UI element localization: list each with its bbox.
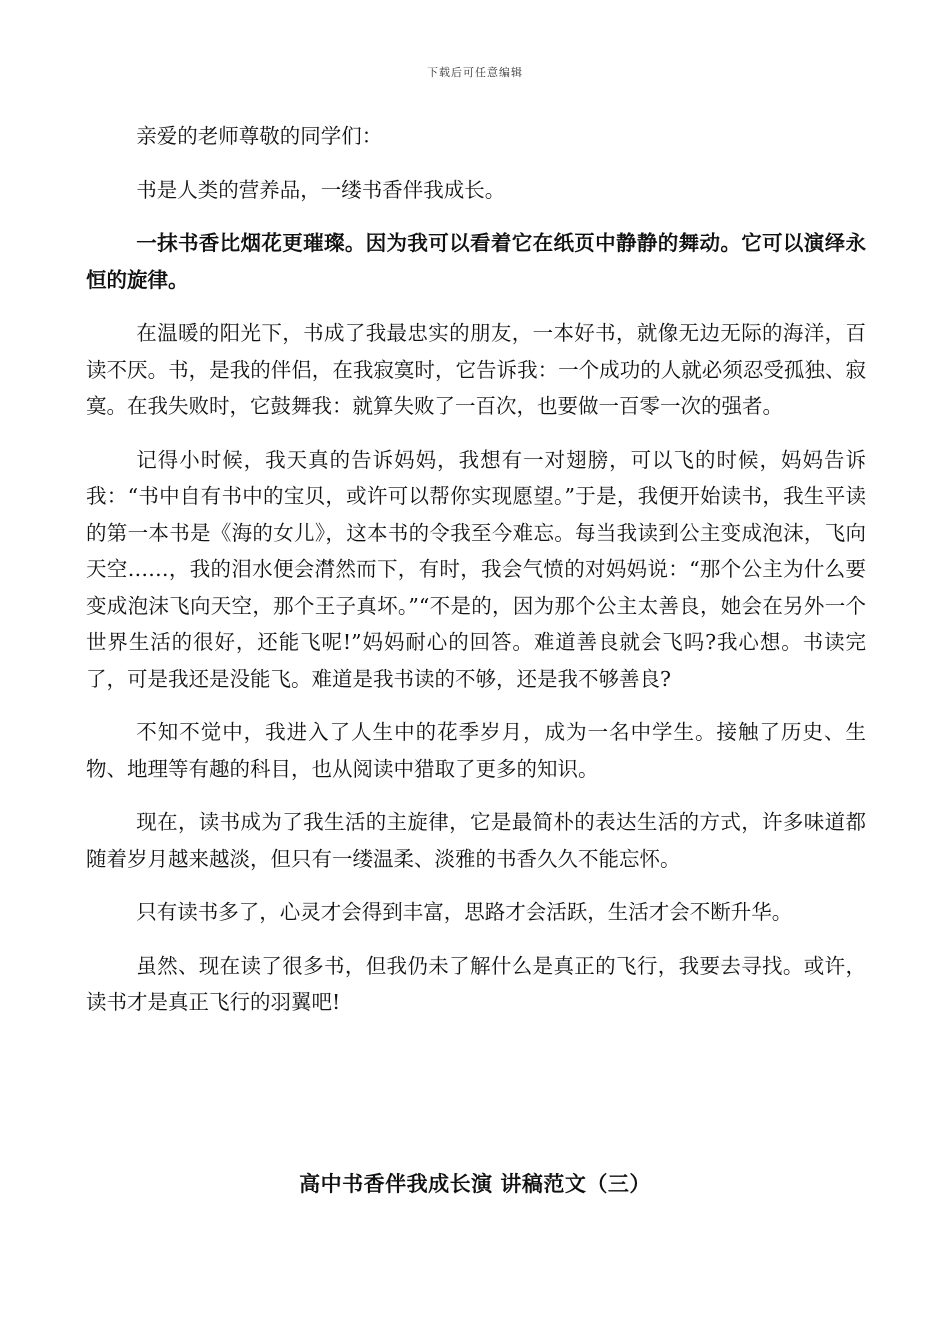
speech-body	[86, 118, 866, 1038]
intro-paragraph: 书是人类的营养品，一缕书香伴我成长。	[136, 177, 506, 202]
page-header-note: 下载后可任意编辑	[427, 66, 523, 79]
body-paragraph: 在温暖的阳光下，书成了我最忠实的朋友，一本好书，就像无边无际的海洋，百读不厌。书，是我的伴侣，在我寂寞时，它告诉我：一个成功的人就必须忍受孤独、寂寞。在我失败时，它鼓舞我：就算失败了一百次，也要做一百零一次的强者。	[86, 321, 866, 418]
bold-paragraph: 一抹书香比烟花更璀璨。因为我可以看着它在纸页中静静的舞动。它可以演绎永恒的旋律。	[86, 231, 866, 292]
body-paragraph: 只有读书多了，心灵才会得到丰富，思路才会活跃，生活才会不断升华。	[136, 900, 793, 924]
next-section-title: 高中书香伴我成长演 讲稿范文（三）	[299, 1171, 651, 1196]
closing-paragraph: 虽然、现在读了很多书，但我仍未了解什么是真正的飞行，我要去寻找。或许，读书才是真正飞行的羽翼吧!	[86, 953, 866, 1014]
greeting-paragraph: 亲爱的老师尊敬的同学们：	[136, 124, 383, 148]
body-paragraph: 现在，读书成为了我生活的主旋律，它是最简朴的表达生活的方式，许多味道都随着岁月越来越淡，但只有一缕温柔、淡雅的书香久久不能忘怀。	[86, 810, 866, 871]
body-paragraph: 记得小时候，我天真的告诉妈妈，我想有一对翅膀，可以飞的时候，妈妈告诉我：“书中自有书中的宝贝，或许可以帮你实现愿望。”于是，我便开始读书，我生平读的第一本书是《海的女儿》，这本书的令我至今难忘。每当我读到公主变成泡沫，飞向天空……，我的泪水便会潸然而下，有时，我会气愤的对妈妈说：“那个公主为什么要变成泡沫飞向天空，那个王子真坏。”“不是的，因为那个公主太善良，她会在另外一个世界生活的很好，还能飞呢!”妈妈耐心的回答。难道善良就会飞吗?我心想。书读完了，可是我还是没能飞。难道是我书读的不够，还是我不够善良?	[86, 447, 866, 691]
body-paragraph: 不知不觉中，我进入了人生中的花季岁月，成为一名中学生。接触了历史、生物、地理等有趣的科目，也从阅读中猎取了更多的知识。	[86, 720, 866, 781]
